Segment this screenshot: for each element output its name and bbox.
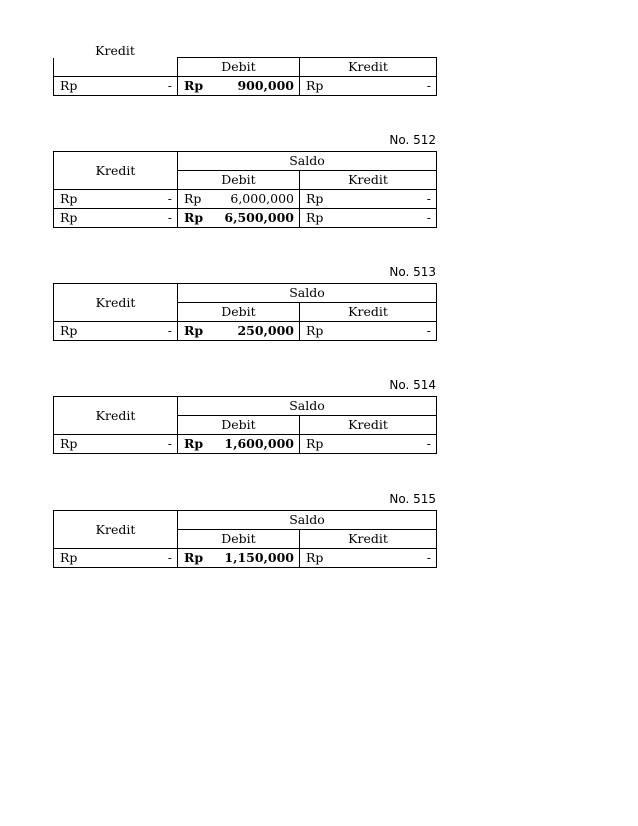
kredit-sub-header: Kredit [300,58,437,77]
kredit-cell: Rp - [54,209,178,228]
debit-header: Debit [178,171,300,190]
debit-cell: Rp 1,150,000 [178,549,300,568]
saldo-header: Saldo [178,397,437,416]
saldo-header: Saldo [178,284,437,303]
account-number: No. 513 [389,265,436,279]
ledger-table-512 [53,151,437,228]
saldo-header: Saldo [178,511,437,530]
kredit-header: Kredit [54,397,178,435]
debit-cell: Rp 250,000 [178,322,300,341]
debit-header: Debit [178,416,300,435]
debit-cell: Rp 6,500,000 [178,209,300,228]
kredit-header: Kredit [54,511,178,549]
kredit-cell: Rp - [54,435,178,454]
kredit-sub-header: Kredit [300,171,437,190]
kredit-header: Kredit [54,284,178,322]
account-number: No. 512 [389,133,436,147]
ledger-table-0 [53,57,437,96]
ledger-table-513 [53,283,437,341]
ledger-table-515 [53,510,437,568]
debit-cell: Rp 1,600,000 [178,435,300,454]
kredit-balance-cell: Rp - [300,190,437,209]
kredit-balance-cell: Rp - [300,209,437,228]
kredit-sub-header: Kredit [300,303,437,322]
kredit-balance-cell: Rp - [300,435,437,454]
kredit-balance-cell: Rp - [300,549,437,568]
kredit-cell: Rp - [54,190,178,209]
debit-cell: Rp 900,000 [178,77,300,96]
account-number: No. 514 [389,378,436,392]
kredit-cell: Rp - [54,77,178,96]
kredit-header: Kredit [54,152,178,190]
kredit-cell: Rp - [54,322,178,341]
saldo-header: Saldo [178,152,437,171]
debit-header: Debit [178,303,300,322]
account-number: No. 515 [389,492,436,506]
ledger-table-514 [53,396,437,454]
kredit-sub-header: Kredit [300,530,437,549]
kredit-balance-cell: Rp - [300,77,437,96]
kredit-sub-header: Kredit [300,416,437,435]
debit-cell: Rp 6,000,000 [178,190,300,209]
kredit-header-cut: Kredit [95,46,135,57]
kredit-balance-cell: Rp - [300,322,437,341]
kredit-cell: Rp - [54,549,178,568]
debit-header: Debit [178,58,300,77]
debit-header: Debit [178,530,300,549]
